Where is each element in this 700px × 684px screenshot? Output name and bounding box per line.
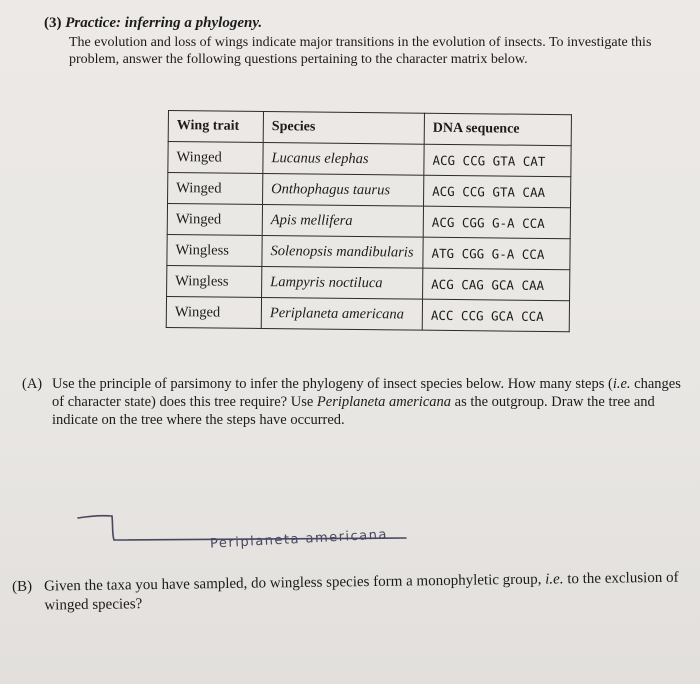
species-cell: Apis mellifera [262, 204, 423, 237]
table-row [166, 296, 569, 331]
table-row [168, 142, 571, 177]
question-b [12, 569, 692, 616]
table-header-row [168, 111, 571, 146]
question-a-outgroup: Periplaneta americana [316, 394, 452, 410]
dna-sequence-cell: ACC CCG GCA CCA [422, 299, 569, 332]
species-cell: Onthophagus taurus [263, 173, 424, 206]
character-matrix-table [166, 110, 572, 332]
question-number: (3) [44, 15, 62, 31]
header-wing-trait: Wing trait [168, 111, 263, 143]
wing-trait-cell: Winged [166, 296, 261, 328]
handwritten-outgroup-label: Periplaneta americana [209, 527, 389, 552]
table-row [168, 173, 571, 208]
table-row [167, 204, 570, 239]
wing-trait-cell: Winged [168, 173, 263, 205]
question-3-header [44, 14, 684, 68]
question-intro: The evolution and loss of wings indicate major transitions in the evolution of insects. To investigate this problem, answer the following questions pertaining to the character matrix below. [69, 35, 652, 67]
question-b-text-2: to the exclusion of winged species? [44, 569, 679, 614]
header-dna-sequence: DNA sequence [424, 113, 571, 146]
dna-sequence-cell: ACG CCG GTA CAT [424, 144, 571, 177]
dna-sequence-cell: ATG CGG G-A CCA [423, 237, 570, 270]
table-row [167, 265, 570, 300]
question-a-text-3: as the outgroup. Draw the tree and indicate on the tree where the steps have occurred. [52, 394, 655, 428]
question-a-text [52, 375, 692, 429]
question-b-label: (B) [12, 578, 33, 595]
question-b-text [44, 569, 692, 616]
question-a-ie: i.e. [612, 376, 631, 392]
question-a [22, 375, 692, 429]
header-species: Species [263, 112, 424, 145]
wing-trait-cell: Wingless [167, 265, 262, 297]
species-cell: Lampyris noctiluca [262, 266, 423, 299]
question-a-label: (A) [22, 376, 43, 392]
question-title [44, 14, 684, 33]
wing-trait-cell: Winged [168, 142, 263, 174]
question-b-ie: i.e. [545, 571, 564, 588]
wing-trait-cell: Wingless [167, 234, 262, 266]
species-cell: Solenopsis mandibularis [262, 235, 423, 268]
question-a-text-1: Use the principle of parsimony to infer the phylogeny of insect species below. How many steps ( [52, 376, 613, 392]
question-title-text: Practice: inferring a phylogeny. [65, 15, 263, 31]
question-a-text-2: changes of character state) does this tree require? Use [52, 376, 681, 410]
dna-sequence-cell: ACG CAG GCA CAA [423, 268, 570, 301]
question-b-text-1: Given the taxa you have sampled, do wingless species form a monophyletic group, [44, 571, 546, 595]
species-cell: Periplaneta americana [261, 297, 422, 330]
table-row [167, 234, 570, 269]
dna-sequence-cell: ACG CCG GTA CAA [424, 175, 571, 208]
species-cell: Lucanus elephas [263, 142, 424, 175]
dna-sequence-cell: ACG CGG G-A CCA [423, 206, 570, 239]
wing-trait-cell: Winged [167, 204, 262, 236]
